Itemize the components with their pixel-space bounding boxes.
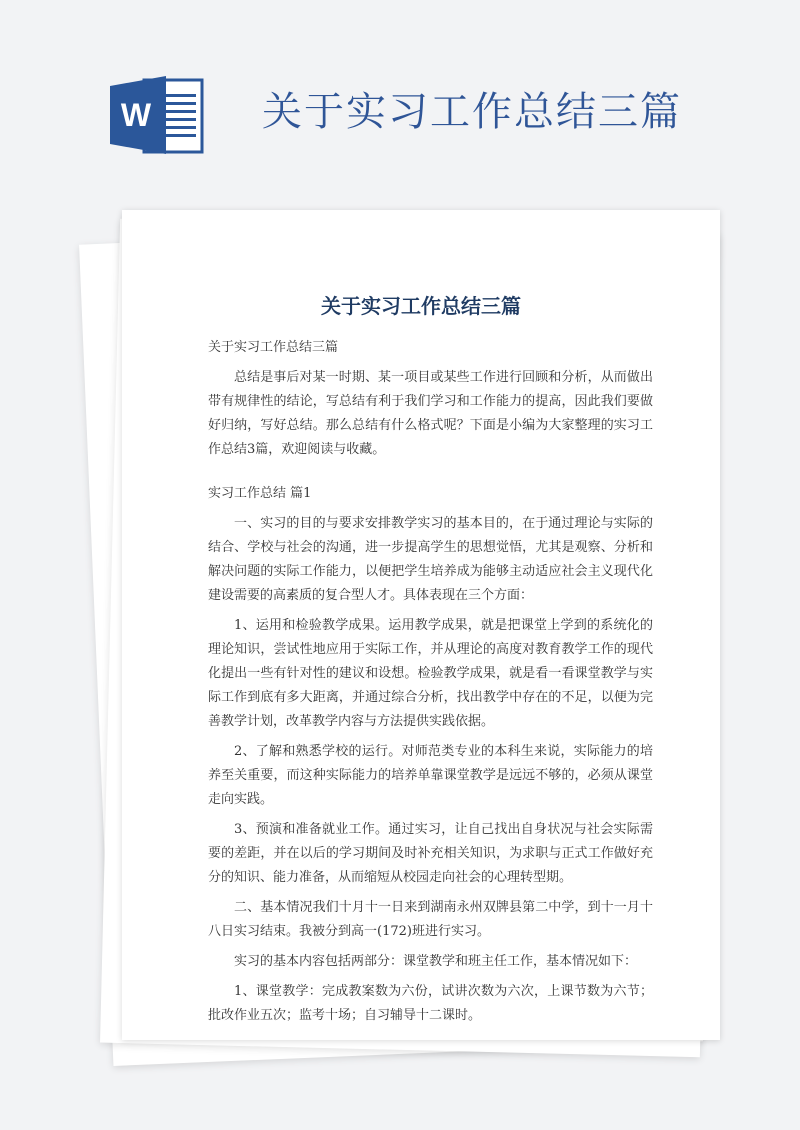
intro-paragraph: 总结是事后对某一时期、某一项目或某些工作进行回顾和分析，从而做出带有规律性的结论，写总结有利于我们学习和工作能力的提高，因此我们要做好归纳，写好总结。那么总结有什么格式呢？下面是小编为大家整理的实习工作总结3篇，欢迎阅读与收藏。	[208, 370, 653, 457]
document-subtitle: 关于实习工作总结三篇	[208, 340, 339, 355]
body-paragraph: 二、基本情况我们十月十一日来到湖南永州双牌县第二中学，到十一月十八日实习结束。我被分到高一(172)班进行实习。	[208, 900, 653, 939]
document-body	[208, 336, 653, 1034]
page-title: 关于实习工作总结三篇	[262, 89, 682, 135]
body-paragraph: 2、了解和熟悉学校的运行。对师范类专业的本科生来说，实际能力的培养至关重要，而这种实际能力的培养单靠课堂教学是远远不够的，必须从课堂走向实践。	[208, 744, 653, 807]
body-paragraph: 一、实习的目的与要求安排教学实习的基本目的，在于通过理论与实际的结合、学校与社会的沟通，进一步提高学生的思想觉悟，尤其是观察、分析和解决问题的实际工作能力，以便把学生培养成为能够主动适应社会主义现代化建设需要的高素质的复合型人才。具体表现在三个方面：	[208, 516, 653, 603]
document-page	[122, 210, 720, 1040]
word-logo-svg	[110, 74, 210, 156]
body-paragraph: 实习的基本内容包括两部分：课堂教学和班主任工作，基本情况如下：	[234, 954, 638, 969]
body-paragraph: 3、预演和准备就业工作。通过实习，让自己找出自身状况与社会实际需要的差距，并在以后的学习期间及时补充相关知识，为求职与正式工作做好充分的知识、能力准备，从而缩短从校园走向社会的心理转型期。	[208, 822, 653, 885]
document-title: 关于实习工作总结三篇	[321, 294, 521, 318]
body-paragraph: 1、课堂教学：完成教案数为六份，试讲次数为六次，上课节数为六节；批改作业五次；监考十场；自习辅导十二课时。	[208, 984, 653, 1023]
section-heading: 实习工作总结 篇1	[208, 486, 312, 501]
word-app-icon	[110, 74, 210, 156]
body-paragraph: 1、运用和检验教学成果。运用教学成果，就是把课堂上学到的系统化的理论知识，尝试性地应用于实际工作，并从理论的高度对教育教学工作的现代化提出一些有针对性的建议和设想。检验教学成果，就是看一看课堂教学与实际工作到底有多大距离，并通过综合分析，找出教学中存在的不足，以便为完善教学计划，改革教学内容与方法提供实践依据。	[208, 618, 653, 729]
word-logo-letter: W	[120, 97, 152, 133]
